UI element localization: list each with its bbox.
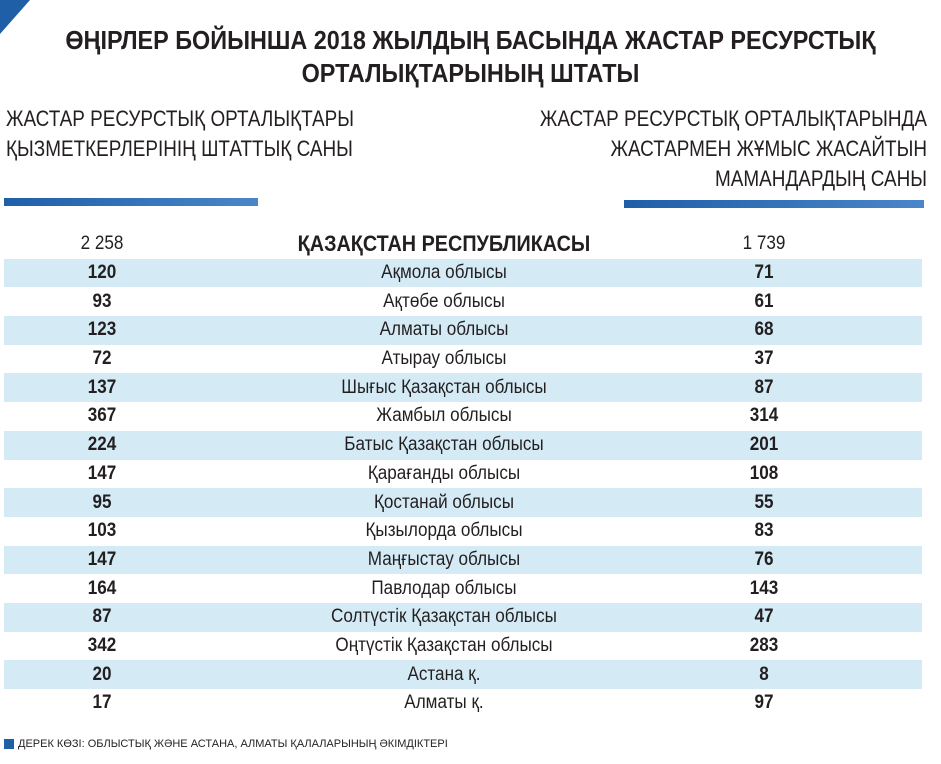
row-region-label: Солтүстік Қазақстан облысы	[331, 606, 557, 628]
total-left-value: 2 258	[80, 233, 124, 255]
row-region-label: Шығыс Қазақстан облысы	[341, 376, 547, 398]
table-row	[4, 402, 922, 431]
table-row	[4, 632, 922, 661]
row-region-label: Ақтөбе облысы	[383, 290, 505, 312]
row-right-value: 314	[749, 405, 779, 427]
source-text: ДЕРЕК КӨЗІ: ОБЛЫСТЫҚ ЖӘНЕ АСТАНА, АЛМАТЫ ҚАЛАЛАРЫНЫҢ ӘКІМДІКТЕРІ	[18, 738, 448, 750]
row-region-label: Маңғыстау облысы	[367, 548, 521, 570]
row-region-label: Атырау облысы	[381, 348, 507, 370]
row-left-value: 87	[92, 606, 112, 628]
total-label: ҚАЗАҚСТАН РЕСПУБЛИКАСЫ	[297, 231, 591, 257]
row-right-value: 61	[754, 290, 774, 312]
right-header-line-1: ЖАСТАР РЕСУРСТЫҚ ОРТАЛЫҚТАРЫНДА	[539, 106, 927, 131]
right-header-underline	[624, 200, 924, 208]
row-right-value: 201	[749, 434, 779, 456]
left-header-line-2: ҚЫЗМЕТКЕРЛЕРІНІҢ ШТАТТЫҚ САНЫ	[6, 136, 353, 161]
row-left-value: 103	[87, 520, 117, 542]
left-header-underline	[4, 198, 258, 206]
table-row	[4, 660, 922, 689]
row-right-value: 71	[754, 262, 774, 284]
data-table	[4, 230, 922, 718]
title-line-1: ӨҢІРЛЕР БОЙЫНША 2018 ЖЫЛДЫҢ БАСЫНДА ЖАСТАР РЕСУРСТЫҚ	[65, 25, 876, 55]
row-left-value: 367	[87, 405, 117, 427]
row-right-value: 283	[749, 634, 779, 656]
row-region-label: Жамбыл облысы	[376, 405, 512, 427]
left-header-line-1: ЖАСТАР РЕСУРСТЫҚ ОРТАЛЫҚТАРЫ	[6, 106, 355, 131]
row-left-value: 120	[87, 262, 117, 284]
total-row	[4, 230, 922, 259]
row-region-label: Астана қ.	[407, 663, 481, 685]
row-region-label: Алматы қ.	[404, 692, 484, 714]
row-region-label: Оңтүстік Қазақстан облысы	[335, 634, 553, 656]
row-left-value: 137	[87, 376, 117, 398]
region-rows	[4, 259, 922, 718]
table-row	[4, 373, 922, 402]
table-row	[4, 345, 922, 374]
row-region-label: Павлодар облысы	[371, 577, 517, 599]
row-left-value: 342	[87, 634, 117, 656]
row-region-label: Батыс Қазақстан облысы	[344, 434, 544, 456]
table-row	[4, 603, 922, 632]
row-left-value: 147	[87, 462, 117, 484]
row-right-value: 83	[754, 520, 774, 542]
row-right-value: 8	[759, 663, 769, 685]
row-right-value: 143	[749, 577, 779, 599]
table-row	[4, 431, 922, 460]
table-row	[4, 259, 922, 288]
row-left-value: 224	[87, 434, 117, 456]
row-left-value: 164	[87, 577, 117, 599]
row-left-value: 123	[87, 319, 117, 341]
row-left-value: 17	[92, 692, 112, 714]
corner-accent	[0, 0, 30, 34]
source-note	[4, 738, 448, 750]
right-column-header	[523, 104, 927, 194]
table-row	[4, 488, 922, 517]
row-region-label: Ақмола облысы	[381, 262, 507, 284]
row-left-value: 20	[92, 663, 112, 685]
table-row	[4, 287, 922, 316]
row-right-value: 108	[749, 462, 779, 484]
total-right-value: 1 739	[742, 233, 786, 255]
row-left-value: 95	[92, 491, 112, 513]
right-header-line-3: МАМАНДАРДЫҢ САНЫ	[715, 166, 927, 191]
row-region-label: Қостанай облысы	[373, 491, 515, 513]
row-region-label: Қарағанды облысы	[367, 462, 521, 484]
right-header-line-2: ЖАСТАРМЕН ЖҰМЫС ЖАСАЙТЫН	[610, 136, 927, 161]
row-right-value: 55	[754, 491, 774, 513]
row-right-value: 68	[754, 319, 774, 341]
source-marker	[4, 739, 14, 749]
row-right-value: 76	[754, 548, 774, 570]
table-row	[4, 316, 922, 345]
row-left-value: 72	[92, 348, 112, 370]
row-right-value: 87	[754, 376, 774, 398]
row-region-label: Қызылорда облысы	[365, 520, 523, 542]
row-right-value: 97	[754, 692, 774, 714]
row-region-label: Алматы облысы	[379, 319, 509, 341]
row-right-value: 37	[754, 348, 774, 370]
page-title	[47, 24, 894, 90]
table-row	[4, 574, 922, 603]
table-row	[4, 517, 922, 546]
title-line-2: ОРТАЛЫҚТАРЫНЫҢ ШТАТЫ	[301, 58, 640, 88]
row-left-value: 93	[92, 290, 112, 312]
row-left-value: 147	[87, 548, 117, 570]
table-row	[4, 689, 922, 718]
table-row	[4, 546, 922, 575]
table-row	[4, 460, 922, 489]
left-column-header	[6, 104, 402, 164]
row-right-value: 47	[754, 606, 774, 628]
